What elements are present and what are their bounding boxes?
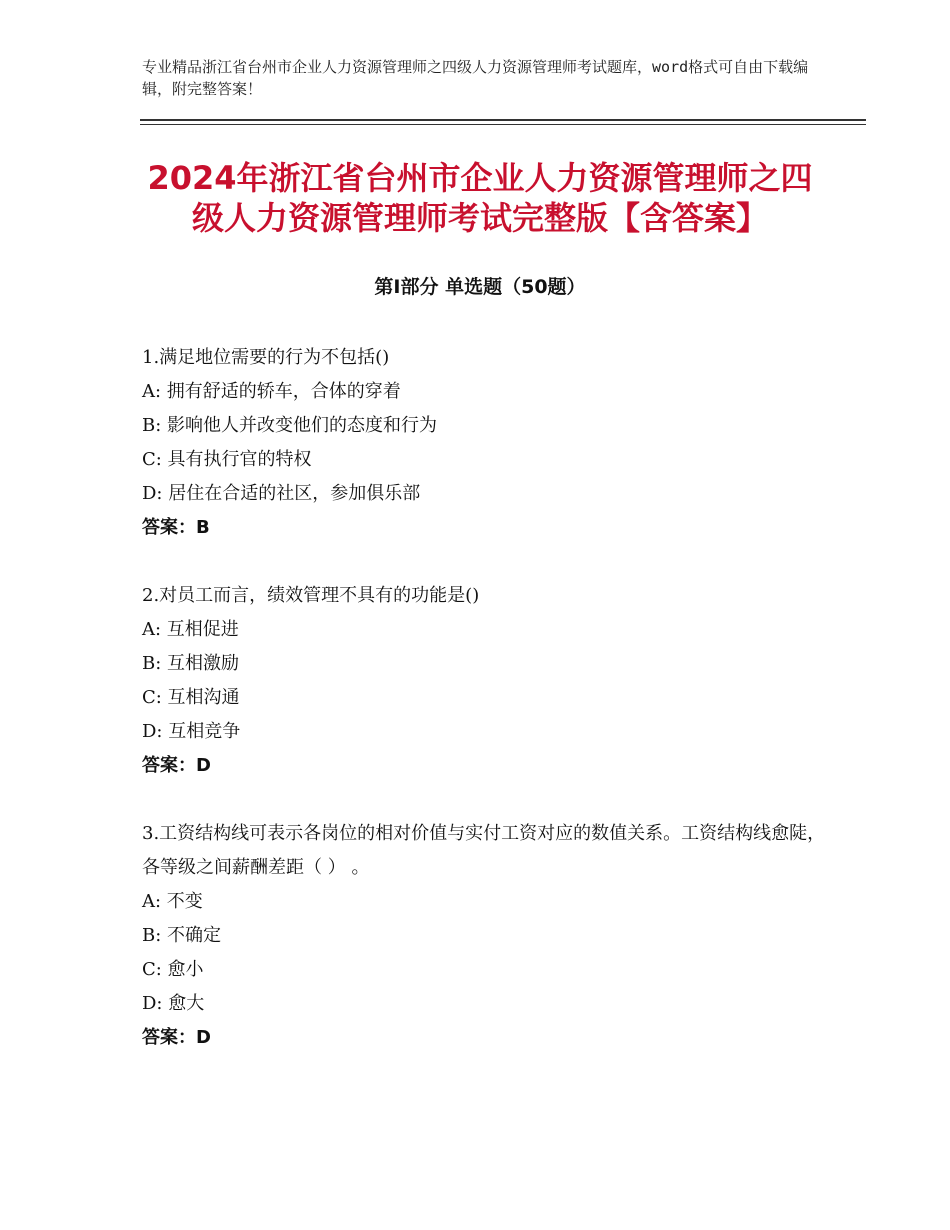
option-a: A: 拥有舒适的轿车，合体的穿着 [142,381,401,402]
answer: 答案：D [142,1027,211,1048]
question-1 [142,341,842,545]
question-list [142,341,842,1089]
question-text: 2.对员工而言，绩效管理不具有的功能是() [142,585,480,606]
document-title: 2024年浙江省台州市企业人力资源管理师之四级人力资源管理师考试完整版【含答案】 [147,159,813,237]
option-c: C: 互相沟通 [142,687,240,708]
header-note: 专业精品浙江省台州市企业人力资源管理师之四级人力资源管理师考试题库，word格式可自由下载编辑，附完整答案！ [142,58,809,98]
option-d: D: 互相竞争 [142,721,241,742]
header-rule-thick [140,119,866,121]
question-3 [142,817,842,1055]
section-heading: 第Ⅰ部分 单选题（50题） [374,276,586,298]
option-c: C: 具有执行官的特权 [142,449,312,470]
option-c: C: 愈小 [142,959,204,980]
option-a: A: 互相促进 [142,619,239,640]
answer: 答案：B [142,517,210,538]
question-text: 3.工资结构线可表示各岗位的相对价值与实付工资对应的数值关系。工资结构线愈陡， 各等级之间薪酬差距（ ） 。 [142,823,826,878]
option-d: D: 居住在合适的社区，参加俱乐部 [142,483,421,504]
option-b: B: 影响他人并改变他们的态度和行为 [142,415,438,436]
answer: 答案：D [142,755,211,776]
option-b: B: 互相激励 [142,653,240,674]
option-a: A: 不变 [142,891,203,912]
question-2 [142,579,842,783]
header-rule-thin [140,124,866,125]
option-d: D: 愈大 [142,993,205,1014]
option-b: B: 不确定 [142,925,222,946]
question-text: 1.满足地位需要的行为不包括() [142,347,390,368]
